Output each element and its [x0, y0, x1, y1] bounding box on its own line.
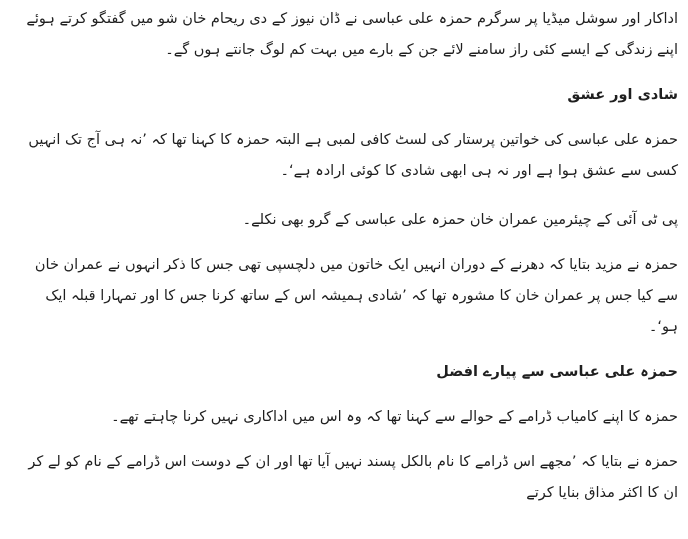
heading-pyare-afzal: حمزہ علی عباسی سے پیارے افضل — [436, 364, 678, 380]
drama-paragraph: حمزہ کا اپنے کامیاب ڈرامے کے حوالے سے کہنا تھا کہ وہ اس میں اداکاری نہیں کرنا چاہتے تھے۔ — [111, 409, 678, 425]
drama-name-paragraph: حمزہ نے بتایا کہ ’مجھے اس ڈرامے کا نام بالکل پسند نہیں آیا تھا اور ان کے دوست اس ڈرامے کے نام کو لے کر ان کا اکثر مذاق بنایا کرتے — [28, 454, 678, 501]
imran-khan-paragraph: پی ٹی آئی کے چیئرمین عمران خان حمزہ علی عباسی کے گرو بھی نکلے۔ — [242, 212, 678, 228]
intro-paragraph: اداکار اور سوشل میڈیا پر سرگرم حمزہ علی عباسی نے ڈان نیوز کے دی ریحام خان شو میں گفتگو کرتے ہوئے اپنے زندگی کے ایسے کئی راز سامنے لائے جن کے بارے میں بہت کم لوگ جانتے ہوں گے۔ — [26, 11, 678, 58]
heading-marriage-and-love: شادی اور عشق — [567, 87, 678, 103]
fans-paragraph: حمزہ علی عباسی کی خواتین پرستار کی لسٹ کافی لمبی ہے البتہ حمزہ کا کہنا تھا کہ ’نہ ہی آج تک انہیں کسی سے عشق ہوا ہے اور نہ ہی ابھی شادی کا کوئی ارادہ ہے‘۔ — [28, 132, 678, 179]
dharna-paragraph: حمزہ نے مزید بتایا کہ دھرنے کے دوران انہیں ایک خاتون میں دلچسپی تھی جس کا ذکر انہوں نے عمران خان سے کیا جس پر عمران خان کا مشورہ تھا کہ ’شادی ہمیشہ اس کے ساتھ کرنا جس کا اور تمہارا قبلہ ایک ہو‘۔ — [34, 257, 678, 335]
